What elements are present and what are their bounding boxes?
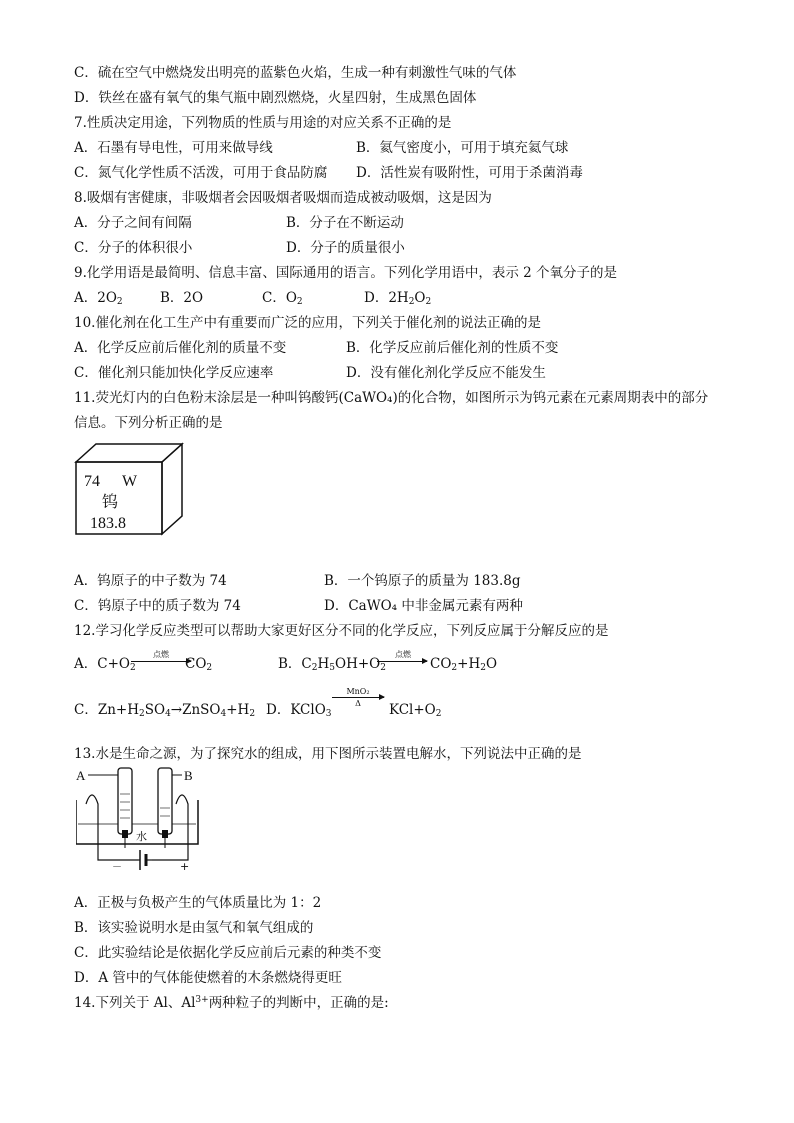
q9-option-b: B．2O (160, 290, 204, 306)
q12-option-a-reactants: A．$C+O_2$ (74, 656, 136, 673)
q11-stem-2: 信息。下列分析正确的是 (74, 415, 223, 431)
q10-stem: 10.催化剂在化工生产中有重要而广泛的应用，下列关于催化剂的说法正确的是 (74, 315, 541, 331)
q10-option-a: A．化学反应前后催化剂的质量不变 (74, 340, 287, 356)
q12-option-b-products: $CO_2+H_2O$ (430, 656, 498, 673)
negative-terminal: － (112, 862, 122, 873)
q9-stem: 9.化学用语是最简明、信息丰富、国际通用的语言。下列化学用语中，表示 2 个氧分子的是 (74, 265, 618, 281)
q10-option-c: C．催化剂只能加快化学反应速率 (74, 365, 274, 381)
ignite-condition-b: 点燃 (395, 650, 411, 659)
element-number: 74 (84, 473, 100, 490)
q14-stem: 14.下列关于 Al、$Al^{3+}$两种粒子的判断中，正确的是: (74, 995, 389, 1011)
q12-option-c: C．$Zn+H_2SO_4\to ZnSO_4+H_2$ (74, 702, 256, 719)
heat-condition: Δ (355, 699, 361, 708)
q12-option-b-reactants: B．$C_2H_5OH+O_2$ (278, 656, 386, 673)
q7-option-b: B．氦气密度小，可用于填充氦气球 (356, 140, 569, 156)
q13-option-d: D．A 管中的气体能使燃着的木条燃烧得更旺 (74, 970, 342, 986)
positive-terminal: + (180, 860, 190, 873)
element-cell-diagram (72, 440, 202, 540)
q8-option-d: D．分子的质量很小 (286, 240, 405, 256)
q10-option-b: B．化学反应前后催化剂的性质不变 (346, 340, 559, 356)
electrolysis-apparatus-diagram (76, 764, 216, 890)
q12-stem: 12.学习化学反应类型可以帮助大家更好区分不同的化学反应，下列反应属于分解反应的是 (74, 623, 609, 639)
element-symbol: W (122, 473, 138, 490)
q11-option-b: B．一个钨原子的质量为 183.8g (324, 573, 521, 589)
q13-stem: 13.水是生命之源，为了探究水的组成，用下图所示装置电解水，下列说法中正确的是 (74, 746, 582, 762)
q12-option-d-reactant: D．KClO$_3$ (266, 702, 332, 719)
element-mass: 183.8 (90, 515, 126, 532)
q7-option-d: D．活性炭有吸附性，可用于杀菌消毒 (356, 165, 583, 181)
q13-option-c: C．此实验结论是依据化学反应前后元素的种类不变 (74, 945, 382, 961)
reaction-arrow-a (131, 661, 191, 662)
ignite-condition-a: 点燃 (153, 650, 169, 659)
tube-a-label: A (76, 768, 86, 783)
q8-stem: 8.吸烟有害健康，非吸烟者会因吸烟者吸烟而造成被动吸烟，这是因为 (74, 190, 492, 206)
q13-option-b: B．该实验说明水是由氢气和氧气组成的 (74, 920, 314, 936)
q11-option-a: A．钨原子的中子数为 74 (74, 573, 227, 589)
q12-option-a-product: $CO_2$ (185, 656, 213, 673)
q8-option-a: A．分子之间有间隔 (74, 215, 192, 231)
q6-option-d: D．铁丝在盛有氧气的集气瓶中剧烈燃烧，火星四射，生成黑色固体 (74, 90, 477, 106)
tube-b-label: B (184, 768, 193, 783)
q7-option-c: C．氮气化学性质不活泼，可用于食品防腐 (74, 165, 328, 181)
q7-option-a: A．石墨有导电性，可用来做导线 (74, 140, 273, 156)
q9-option-c: C．$O_2$ (262, 290, 303, 307)
q13-option-a: A．正极与负极产生的气体质量比为 1：2 (74, 895, 322, 911)
element-name: 钨 (102, 492, 119, 511)
q9-option-d: D．$2H_2O_2$ (364, 290, 432, 307)
q12-option-d-products: $KCl+O_2$ (389, 702, 442, 719)
water-label: 水 (136, 830, 147, 843)
q8-option-c: C．分子的体积很小 (74, 240, 193, 256)
q11-stem-1: 11.荧光灯内的白色粉末涂层是一种叫钨酸钙(CaWO₄)的化合物，如图所示为钨元素在元素周期表中的部分 (74, 390, 709, 406)
q6-option-c: C．硫在空气中燃烧发出明亮的蓝紫色火焰，生成一种有刺激性气味的气体 (74, 65, 517, 81)
q9-option-a: A．$2O_2$ (74, 290, 123, 307)
q11-option-d: D．CaWO₄ 中非金属元素有两种 (324, 598, 523, 614)
mno2-catalyst: MnO₂ (346, 687, 370, 696)
q7-stem: 7.性质决定用途，下列物质的性质与用途的对应关系不正确的是 (74, 115, 452, 131)
reaction-arrow-d (332, 697, 384, 698)
q10-option-d: D．没有催化剂化学反应不能发生 (346, 365, 546, 381)
q8-option-b: B．分子在不断运动 (286, 215, 404, 231)
q11-option-c: C．钨原子中的质子数为 74 (74, 598, 241, 614)
